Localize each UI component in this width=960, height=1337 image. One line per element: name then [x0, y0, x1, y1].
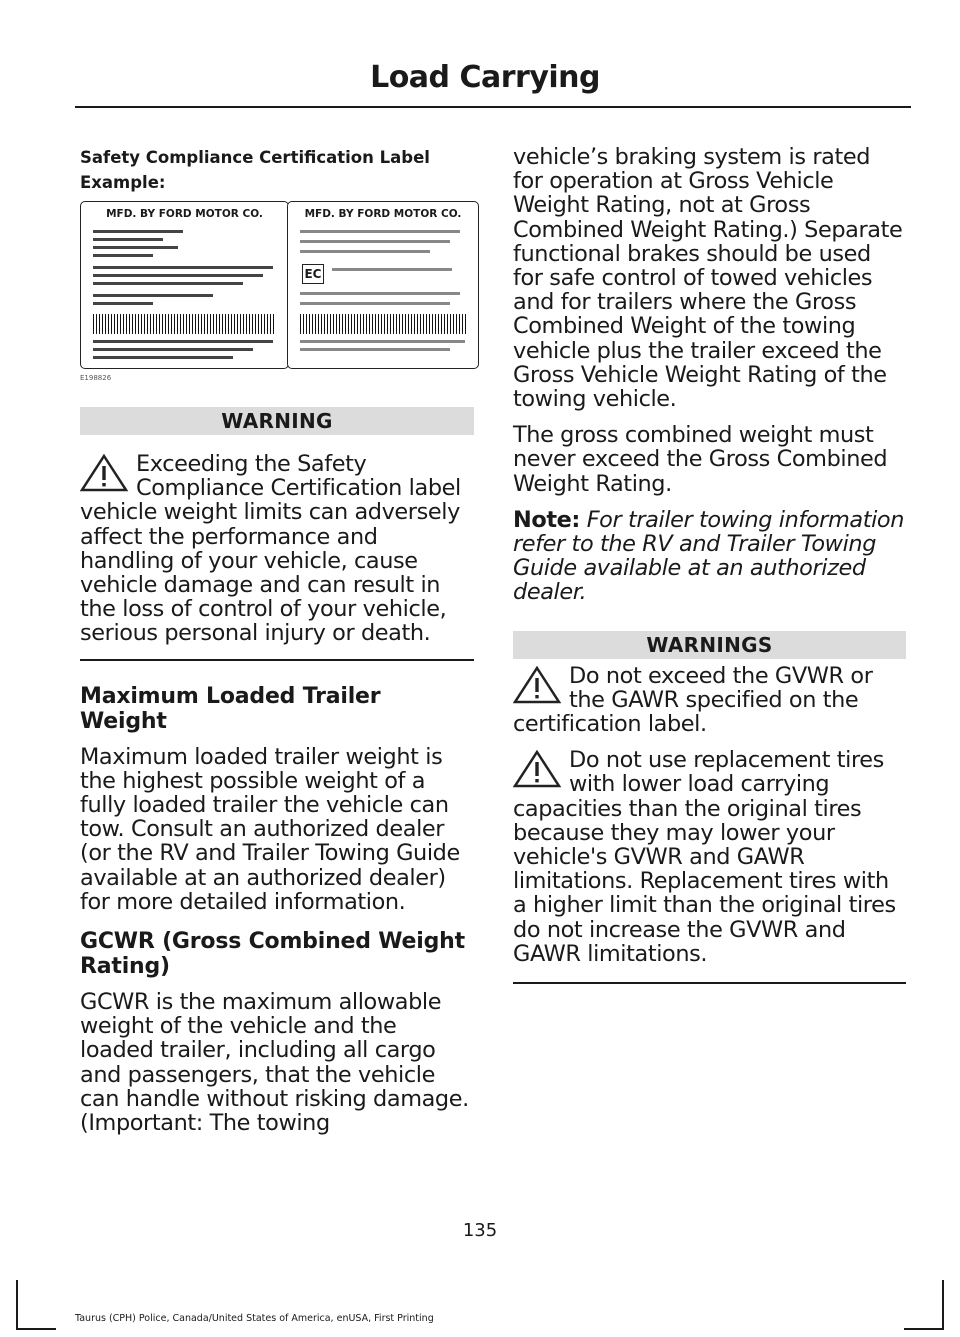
gcw-paragraph: The gross combined weight must never exceed the Gross Combined Weight Rating. — [513, 422, 888, 497]
warnings-block — [513, 631, 906, 984]
ec-mark: EC — [302, 264, 324, 284]
warning-block — [80, 407, 474, 661]
warning-text: Exceeding the Safety Compliance Certification label vehicle weight limits can adversely affect the performance and handling of your vehicle, cause vehicle damage and can result in the loss of control of your vehicle, serious personal injury or death. — [80, 451, 461, 647]
footer-text: Taurus (CPH) Police, Canada/United States of America, enUSA, First Printing — [75, 1313, 434, 1324]
warning-title: WARNING — [80, 407, 474, 435]
crop-mark — [16, 1328, 56, 1330]
warning-triangle-icon — [513, 666, 565, 704]
note-label: Note: — [513, 506, 580, 533]
crop-mark — [904, 1328, 944, 1330]
note-paragraph — [513, 508, 906, 605]
right-column — [513, 145, 906, 984]
warning-item-text: Do not exceed the GVWR or the GAWR specified on the certification label. — [513, 662, 873, 738]
label-heading: Safety Compliance Certification Label — [80, 148, 430, 167]
label-title: MFD. BY FORD MOTOR CO. — [304, 208, 462, 220]
warnings-title: WARNINGS — [513, 631, 906, 659]
warning-item — [513, 659, 906, 737]
figure-code: E198826 — [80, 374, 112, 382]
braking-paragraph: vehicle’s braking system is rated for operation at Gross Vehicle Weight Rating, not at Gross Combined Weight Rating.) Separate functional brakes should be used for safe control of towed vehicles and for trailers where the Gross Combined Weight of the towing vehicle plus the trailer exceed the Gross Vehicle Weight Rating of the towing vehicle. — [513, 144, 903, 413]
warnings-rule — [513, 982, 906, 984]
note-text: For trailer towing information refer to the RV and Trailer Towing Guide available at an authorized dealer. — [513, 506, 904, 606]
crop-mark — [16, 1280, 18, 1330]
warning-item-text: Do not use replacement tires with lower load carrying capacities than the original tires because they may lower your vehicle's GVWR and GAWR limitations. Replacement tires with a higher limit than the original tires do not increase the GVWR and GAWR limitations. — [513, 747, 896, 967]
warning-item — [513, 736, 906, 966]
mltw-text: Maximum loaded trailer weight is the highest possible weight of a fully loaded trailer the vehicle can tow. Consult an authorized dealer (or the RV and Trailer Towing Guide available at an authorized dealer) for more detailed information. — [80, 743, 460, 915]
label-title: MFD. BY FORD MOTOR CO. — [106, 208, 263, 220]
example-label: Example: — [80, 173, 166, 192]
crop-mark — [942, 1280, 944, 1330]
page-header-title: Load Carrying — [370, 60, 600, 95]
gcwr-text: GCWR is the maximum allowable weight of the vehicle and the loaded trailer, including all cargo and passengers, that the vehicle can handle without risking damage. (Important: The towing — [80, 989, 469, 1137]
warning-body — [80, 435, 474, 646]
left-column — [80, 145, 474, 1135]
warning-rule — [80, 659, 474, 661]
mltw-heading: Maximum Loaded Trailer Weight — [80, 683, 381, 734]
page-number: 135 — [462, 1220, 498, 1241]
warning-triangle-icon — [80, 454, 132, 492]
header-rule — [75, 106, 911, 108]
gcwr-heading: GCWR (Gross Combined Weight Rating) — [80, 929, 465, 980]
warning-triangle-icon — [513, 750, 565, 788]
